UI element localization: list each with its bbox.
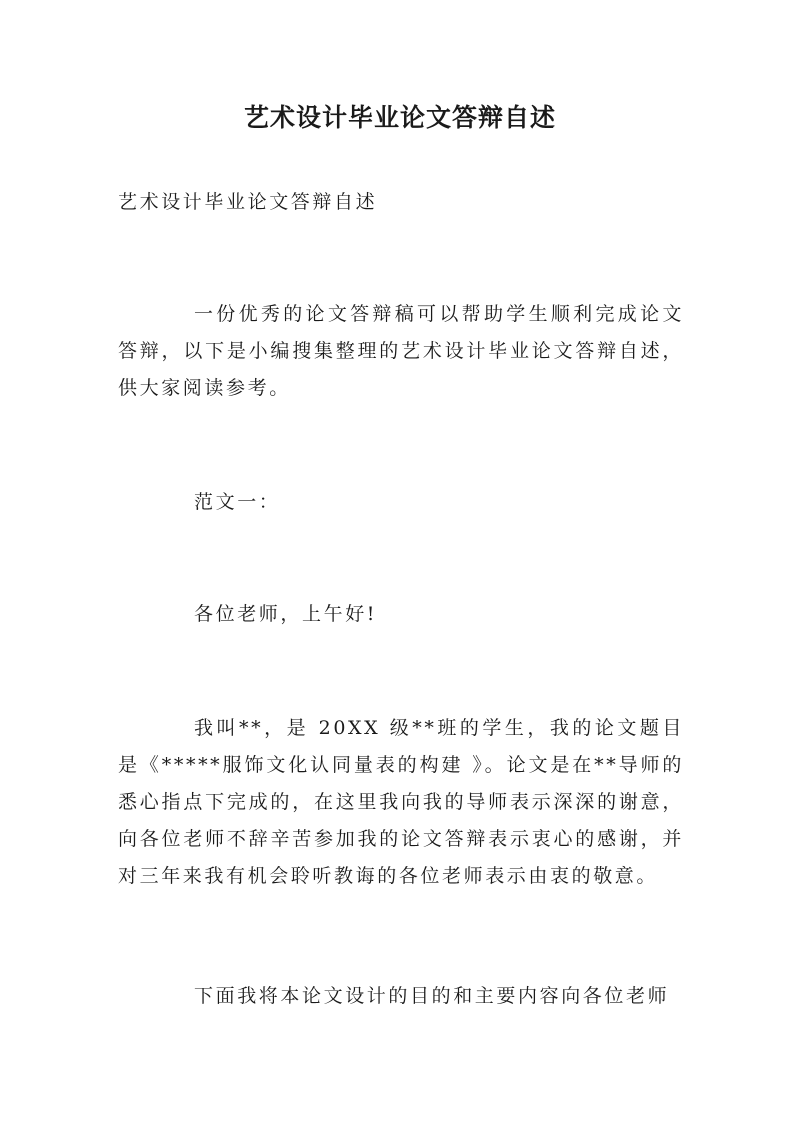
body-paragraph: 我叫**，是 20XX 级**班的学生，我的论文题目是《*****服饰文化认同量表的构建 》。论文是在**导师的悉心指点下完成的，在这里我向我的导师表示深深的谢意，向各位老师不辞辛苦参加我的论文答辩表示衷心的感谢，并对三年来我有机会聆听教诲的各位老师表示由衷的敬意。 [118,717,684,887]
intro-paragraph: 一份优秀的论文答辩稿可以帮助学生顺利完成论文答辩，以下是小编搜集整理的艺术设计毕业论文答辩自述，供大家阅读参考。 [118,303,684,399]
greeting-paragraph: 各位老师，上午好! [194,603,378,625]
body-paragraph-continued: 下面我将本论文设计的目的和主要内容向各位老师 [194,985,670,1007]
document-title: 艺术设计毕业论文答辩自述 [243,103,556,132]
sample-heading: 范文一： [194,491,281,513]
document-subtitle: 艺术设计毕业论文答辩自述 [118,191,378,213]
